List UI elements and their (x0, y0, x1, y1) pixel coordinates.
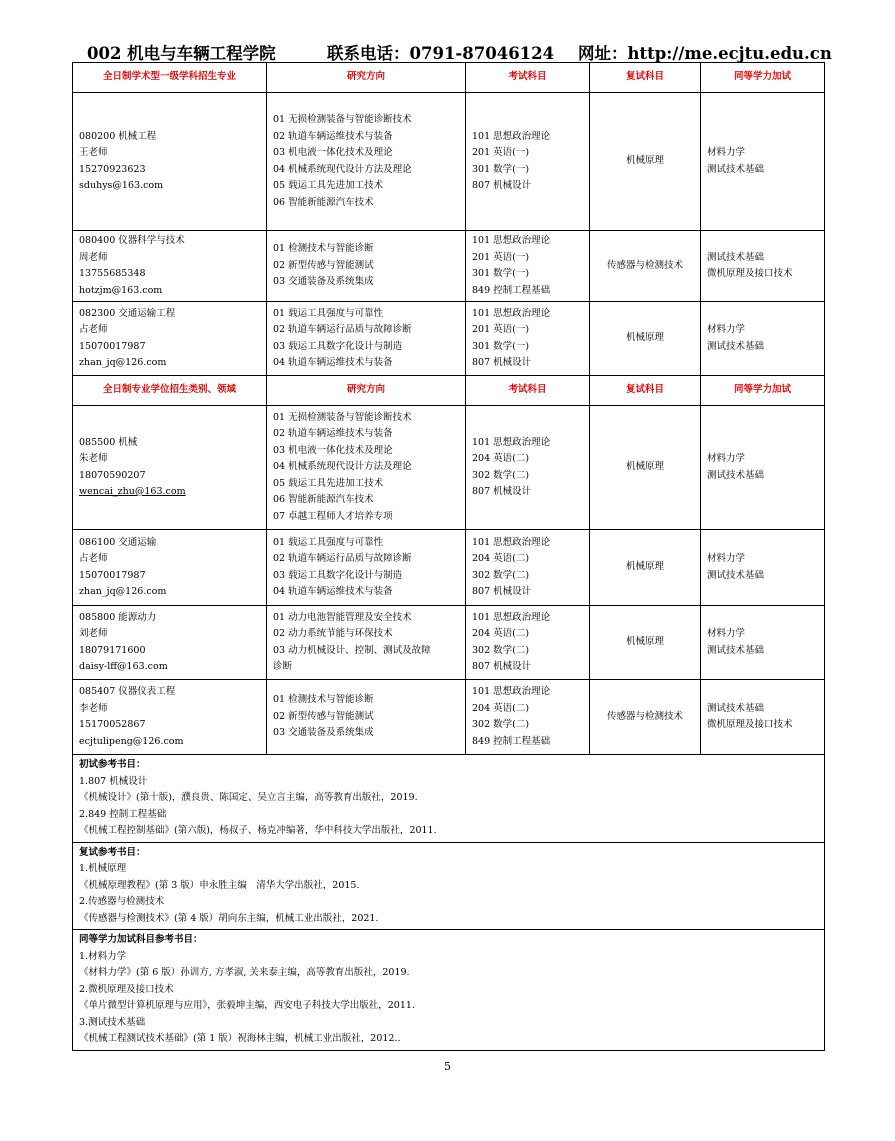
direction-cell-line: 03 机电液一体化技术及理论 (273, 444, 393, 456)
table-row (73, 302, 825, 376)
direction-cell-line: 06 智能新能源汽车技术 (273, 494, 374, 506)
reference-line: 《机械原理教程》(第 3 版）申永胜主编 清华大学出版社，2015. (79, 879, 360, 891)
major-cell-line: 18070590207 (79, 469, 146, 481)
extra-cell (701, 93, 825, 231)
major-cell-line: 15070017987 (79, 340, 146, 352)
major-cell (73, 606, 267, 680)
extra-cell (701, 302, 825, 376)
extra-cell-line: 测试技术基础 (707, 163, 765, 175)
major-cell-line: 15170052867 (79, 719, 146, 730)
direction-cell-line: 03 机电液一体化技术及理论 (273, 147, 393, 158)
exam-cell (466, 680, 590, 755)
major-cell (73, 530, 267, 606)
exam-cell (466, 606, 590, 680)
direction-cell (267, 680, 466, 755)
extra-cell-line: 测试技术基础 (707, 340, 765, 352)
extra-cell (701, 680, 825, 755)
direction-cell-line: 01 动力电池智能管理及安全技术 (273, 611, 412, 623)
direction-cell-line: 03 载运工具数字化设计与制造 (273, 569, 403, 581)
retest-cell: 传感器与检测技术 (590, 231, 701, 302)
extra-cell-line: 测试技术基础 (707, 644, 765, 656)
extra-cell (701, 606, 825, 680)
extra-cell-line: 测试技术基础 (707, 469, 765, 481)
exam-cell-line: 101 思想政治理论 (472, 307, 551, 319)
direction-cell-line: 04 机械系统现代设计方法及理论 (273, 461, 412, 473)
website-url: 网址：http://me.ecjtu.edu.cn (578, 44, 832, 63)
direction-cell (267, 302, 466, 376)
header-direction: 研究方向 (267, 63, 466, 93)
major-cell (73, 406, 267, 530)
retest-cell: 机械原理 (590, 406, 701, 530)
reference-title: 同等学力加试科目参考书目： (79, 934, 203, 945)
reference-row (73, 842, 825, 930)
direction-cell (267, 530, 466, 606)
major-cell-line: 082300 交通运输工程 (79, 307, 176, 319)
major-cell-line: zhan_jq@126.com (79, 586, 167, 597)
header-retest: 复试科目 (590, 63, 701, 93)
exam-cell-line: 849 控制工程基础 (472, 735, 551, 747)
major-cell-line: 李老师 (79, 702, 108, 714)
exam-cell-line: 302 数学(二) (472, 719, 530, 730)
extra-cell-line: 材料力学 (707, 453, 746, 464)
major-cell-line: 15070017987 (79, 569, 146, 581)
admission-table (72, 62, 825, 1051)
major-cell-line: daisy-lff@163.com (79, 661, 168, 672)
extra-cell (701, 231, 825, 302)
extra-cell (701, 530, 825, 606)
major-cell-line: 王老师 (79, 147, 108, 158)
reference-line: 2.传感器与检测技术 (79, 896, 165, 907)
exam-cell-line: 302 数学(二) (472, 469, 530, 481)
direction-cell-line: 01 载运工具强度与可靠性 (273, 307, 384, 319)
major-cell-line: 13755685348 (79, 268, 146, 279)
exam-cell-line: 201 英语(一) (472, 324, 530, 335)
extra-cell-line: 测试技术基础 (707, 251, 765, 263)
major-cell-line: zhan_jq@126.com (79, 357, 167, 368)
major-cell-line: 085500 机械 (79, 436, 138, 448)
direction-cell-line: 02 新型传感与智能测试 (273, 259, 374, 271)
major-cell-line: 刘老师 (79, 628, 108, 639)
reference-title: 初试参考书目： (79, 759, 146, 770)
header-exam: 考试科目 (466, 376, 590, 406)
major-cell-line: 18079171600 (79, 644, 146, 656)
exam-cell-line: 101 思想政治理论 (472, 436, 551, 448)
exam-cell-line: 201 英语(一) (472, 251, 530, 263)
exam-cell-line: 302 数学(二) (472, 569, 530, 581)
exam-cell (466, 530, 590, 606)
major-cell-line: 占老师 (79, 553, 108, 564)
extra-cell (701, 406, 825, 530)
exam-cell-line: 807 机械设计 (472, 357, 532, 368)
direction-cell-line: 02 轨道车辆运行品质与故障诊断 (273, 324, 412, 335)
reference-row (73, 930, 825, 1051)
direction-cell (267, 93, 466, 231)
major-cell (73, 302, 267, 376)
major-cell-line: 086100 交通运输 (79, 536, 157, 548)
major-cell-line: wencai_zhu@163.com (79, 486, 186, 497)
exam-cell-line: 101 思想政治理论 (472, 536, 551, 548)
page-header (75, 40, 832, 63)
reference-row (73, 755, 825, 843)
header-major: 全日制学术型一级学科招生专业 (73, 63, 267, 93)
direction-cell-line: 07 卓越工程师人才培养专项 (273, 510, 393, 522)
major-cell-line: 085407 仪器仪表工程 (79, 686, 176, 697)
exam-cell-line: 807 机械设计 (472, 486, 532, 497)
reference-line: 《单片微型计算机原理与应用》，张毅坤主编，西安电子科技大学出版社，2011. (79, 1000, 415, 1011)
direction-cell-line: 04 轨道车辆运维技术与装备 (273, 357, 393, 368)
major-cell (73, 93, 267, 231)
table-row (73, 93, 825, 231)
direction-cell-line: 03 交通装备及系统集成 (273, 727, 374, 739)
direction-cell-line: 06 智能新能源汽车技术 (273, 196, 374, 208)
college-code-name: 002 机电与车辆工程学院 (87, 44, 276, 63)
direction-cell-line: 02 新型传感与智能测试 (273, 710, 374, 722)
page-number: 5 (444, 1060, 451, 1073)
direction-cell-line: 05 载运工具先进加工技术 (273, 477, 384, 489)
table-header-row (73, 63, 825, 93)
retest-cell: 机械原理 (590, 93, 701, 231)
extra-cell-line: 材料力学 (707, 324, 746, 335)
header-retest: 复试科目 (590, 376, 701, 406)
exam-cell-line: 204 英语(二) (472, 553, 530, 564)
exam-cell-line: 101 思想政治理论 (472, 235, 551, 246)
major-cell-line: ecjtulipeng@126.com (79, 735, 184, 747)
table-row (73, 680, 825, 755)
direction-cell-line: 02 轨道车辆运维技术与装备 (273, 130, 393, 142)
header-extra: 同等学力加试 (701, 376, 825, 406)
major-cell-line: 15270923623 (79, 163, 146, 175)
table-row (73, 606, 825, 680)
exam-cell-line: 201 英语(一) (472, 147, 530, 158)
direction-cell (267, 231, 466, 302)
exam-cell-line: 302 数学(二) (472, 644, 530, 656)
direction-cell-line: 01 检测技术与智能诊断 (273, 694, 374, 706)
reference-line: 3.测试技术基础 (79, 1016, 146, 1028)
exam-cell-line: 101 思想政治理论 (472, 611, 551, 623)
reference-line: 1.机械原理 (79, 863, 127, 874)
exam-cell-line: 807 机械设计 (472, 661, 532, 672)
direction-cell-line: 01 载运工具强度与可靠性 (273, 536, 384, 548)
major-cell-line: 080400 仪器科学与技术 (79, 235, 185, 246)
direction-cell-line: 01 无损检测装备与智能诊断技术 (273, 411, 412, 423)
reference-line: 《机械工程控制基础》(第六版)，杨叔子、杨克冲编著，华中科技大学出版社，2011. (79, 825, 437, 836)
table-row (73, 231, 825, 302)
exam-cell-line: 807 机械设计 (472, 180, 532, 191)
major-cell-line: sduhys@163.com (79, 180, 164, 191)
reference-line: 2.849 控制工程基础 (79, 808, 167, 820)
retest-cell: 机械原理 (590, 606, 701, 680)
major-cell-line: 朱老师 (79, 453, 108, 464)
direction-cell-line: 05 载运工具先进加工技术 (273, 180, 384, 191)
contact-phone: 联系电话：0791-87046124 (327, 44, 555, 63)
major-cell-line: 080200 机械工程 (79, 130, 157, 142)
reference-line: 《传感器与检测技术》(第 4 版）胡向东主编，机械工业出版社，2021. (79, 912, 379, 924)
major-cell (73, 231, 267, 302)
reference-cell (73, 842, 825, 930)
exam-cell-line: 204 英语(二) (472, 702, 530, 714)
reference-cell (73, 930, 825, 1051)
direction-cell-line: 02 动力系统节能与环保技术 (273, 628, 393, 639)
direction-cell-line: 03 载运工具数字化设计与制造 (273, 340, 403, 352)
direction-cell (267, 606, 466, 680)
header-direction: 研究方向 (267, 376, 466, 406)
direction-cell (267, 406, 466, 530)
reference-line: 1.807 机械设计 (79, 775, 148, 787)
extra-cell-line: 材料力学 (707, 628, 746, 639)
reference-line: 《机械设计》(第十版)，濮良贵、陈国定、吴立言主编，高等教育出版社，2019. (79, 792, 418, 803)
direction-cell-line: 03 交通装备及系统集成 (273, 276, 374, 288)
retest-cell: 机械原理 (590, 302, 701, 376)
extra-cell-line: 微机原理及接口技术 (707, 268, 793, 279)
table-header-row (73, 376, 825, 406)
direction-cell-line: 04 轨道车辆运维技术与装备 (273, 586, 393, 597)
major-cell-line: 周老师 (79, 251, 108, 263)
exam-cell-line: 301 数学(一) (472, 163, 530, 175)
table-row (73, 406, 825, 530)
reference-line: 《材料力学》(第 6 版）孙训方, 方孝淑, 关来泰主编，高等教育出版社，2019. (79, 967, 410, 978)
major-cell-line: 085800 能源动力 (79, 611, 157, 623)
reference-cell (73, 755, 825, 843)
major-cell-line: hotzjm@163.com (79, 284, 163, 296)
exam-cell (466, 406, 590, 530)
major-cell (73, 680, 267, 755)
direction-cell-line: 03 动力机械设计、控制、测试及故障 (273, 644, 431, 656)
extra-cell-line: 测试技术基础 (707, 702, 765, 714)
reference-line: 《机械工程测试技术基础》(第 1 版）祝海林主编，机械工业出版社，2012.. (79, 1033, 401, 1044)
major-cell-line: 占老师 (79, 324, 108, 335)
exam-cell-line: 849 控制工程基础 (472, 284, 551, 296)
direction-cell-line: 02 轨道车辆运维技术与装备 (273, 428, 393, 440)
header-exam: 考试科目 (466, 63, 590, 93)
exam-cell-line: 204 英语(二) (472, 453, 530, 464)
exam-cell (466, 231, 590, 302)
reference-line: 2.微机原理及接口技术 (79, 983, 174, 995)
direction-cell-line: 04 机械系统现代设计方法及理论 (273, 163, 412, 175)
header-extra: 同等学力加试 (701, 63, 825, 93)
exam-cell-line: 807 机械设计 (472, 586, 532, 597)
reference-title: 复试参考书目： (79, 846, 146, 858)
exam-cell-line: 101 思想政治理论 (472, 686, 551, 697)
extra-cell-line: 材料力学 (707, 147, 746, 158)
direction-cell-line: 01 检测技术与智能诊断 (273, 243, 374, 255)
exam-cell-line: 101 思想政治理论 (472, 130, 551, 142)
exam-cell-line: 301 数学(一) (472, 340, 530, 352)
exam-cell-line: 204 英语(二) (472, 628, 530, 639)
table-row (73, 530, 825, 606)
extra-cell-line: 微机原理及接口技术 (707, 719, 793, 730)
retest-cell: 传感器与检测技术 (590, 680, 701, 755)
direction-cell-line: 02 轨道车辆运行品质与故障诊断 (273, 553, 412, 564)
retest-cell: 机械原理 (590, 530, 701, 606)
header-major: 全日制专业学位招生类别、领域 (73, 376, 267, 406)
extra-cell-line: 材料力学 (707, 553, 746, 564)
extra-cell-line: 测试技术基础 (707, 569, 765, 581)
direction-cell-line: 01 无损检测装备与智能诊断技术 (273, 114, 412, 125)
exam-cell (466, 93, 590, 231)
exam-cell-line: 301 数学(一) (472, 268, 530, 279)
reference-line: 1.材料力学 (79, 950, 127, 962)
direction-cell-line: 诊断 (273, 661, 293, 672)
exam-cell (466, 302, 590, 376)
